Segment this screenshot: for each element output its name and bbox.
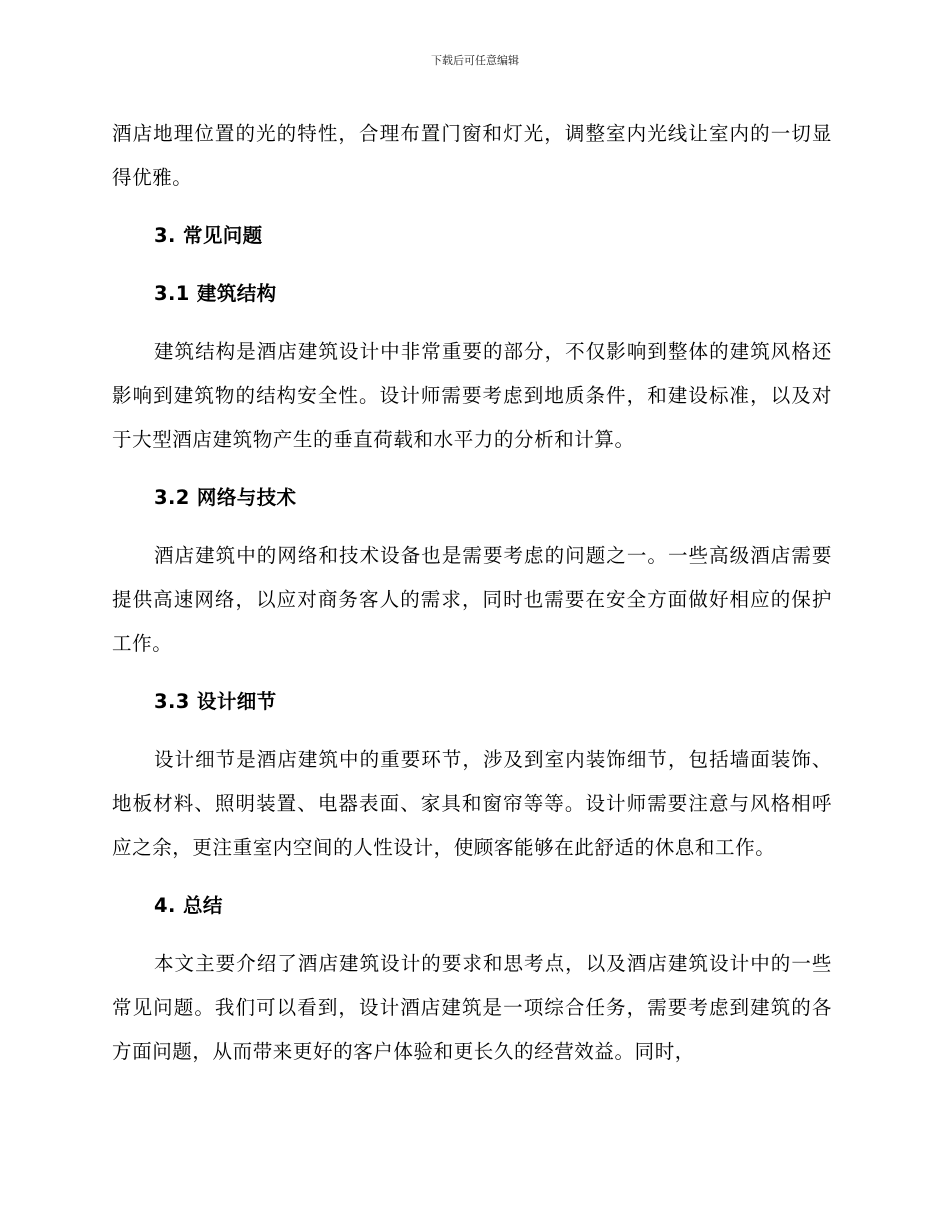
heading-building-structure: 3.1 建筑结构	[154, 282, 277, 305]
heading-network-technology: 3.2 网络与技术	[154, 486, 297, 509]
heading-design-details: 3.3 设计细节	[154, 690, 277, 713]
paragraph-building-structure: 建筑结构是酒店建筑设计中非常重要的部分，不仅影响到整体的建筑风格还影响到建筑物的结构安全性。设计师需要考虑到地质条件，和建设标准，以及对于大型酒店建筑物产生的垂直荷载和水平力的分析和计算。	[112, 340, 832, 451]
paragraph-design-details: 设计细节是酒店建筑中的重要环节，涉及到室内装饰细节，包括墙面装饰、地板材料、照明装置、电器表面、家具和窗帘等等。设计师需要注意与风格相呼应之余，更注重室内空间的人性设计，使顾客能够在此舒适的休息和工作。	[112, 748, 832, 859]
heading-summary: 4. 总结	[154, 894, 223, 917]
paragraph-summary: 本文主要介绍了酒店建筑设计的要求和思考点，以及酒店建筑设计中的一些常见问题。我们可以看到，设计酒店建筑是一项综合任务，需要考虑到建筑的各方面问题，从而带来更好的客户体验和更长久的经营效益。同时，	[112, 952, 832, 1063]
page-header: 下载后可任意编辑	[431, 54, 519, 67]
paragraph-lighting: 酒店地理位置的光的特性，合理布置门窗和灯光，调整室内光线让室内的一切显得优雅。	[112, 122, 832, 189]
heading-common-issues: 3. 常见问题	[154, 224, 263, 247]
document-body	[112, 112, 832, 1088]
paragraph-network-technology: 酒店建筑中的网络和技术设备也是需要考虑的问题之一。一些高级酒店需要提供高速网络，以应对商务客人的需求，同时也需要在安全方面做好相应的保护工作。	[112, 544, 832, 655]
